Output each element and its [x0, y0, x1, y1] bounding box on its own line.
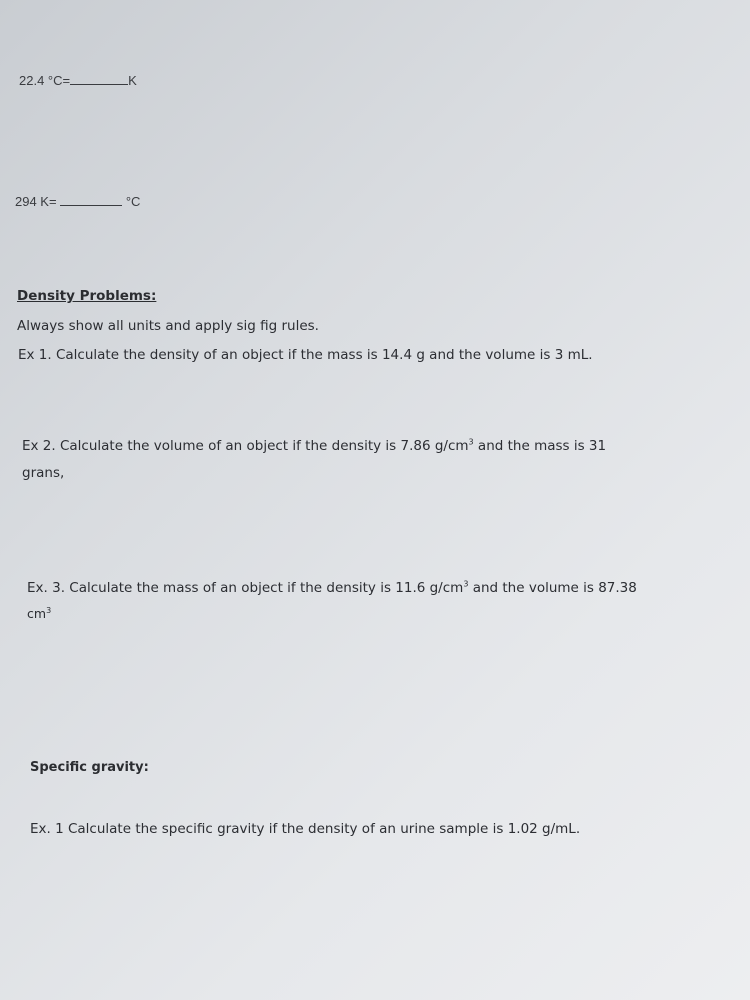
- conversion-prompt: 22.4 °C=: [19, 73, 71, 88]
- conversion-unit: K: [128, 73, 137, 88]
- density-problems-heading: Density Problems:: [17, 288, 157, 304]
- superscript: 3: [463, 579, 469, 589]
- example-text: and the mass is 31: [473, 438, 607, 454]
- example-text: Ex 2. Calculate the volume of an object if the density is 7.86 g/cm: [22, 438, 469, 454]
- example-text: cm: [27, 606, 47, 621]
- density-instruction: Always show all units and apply sig fig rules.: [17, 318, 319, 334]
- conversion-kelvin-to-celsius: [15, 193, 140, 209]
- answer-blank: [60, 193, 122, 206]
- specific-gravity-heading: Specific gravity:: [30, 760, 149, 775]
- superscript: 3: [46, 605, 52, 615]
- conversion-prompt: 294 K=: [15, 194, 57, 209]
- density-example-3-line-2: [27, 606, 51, 621]
- superscript: 3: [468, 437, 474, 447]
- density-example-2-line-1: [22, 438, 606, 454]
- density-example-2-line-2: grans,: [22, 465, 65, 481]
- example-text: and the volume is 87.38: [468, 580, 637, 596]
- specific-gravity-example-1: Ex. 1 Calculate the specific gravity if the density of an urine sample is 1.02 g/mL.: [30, 821, 581, 837]
- conversion-unit: °C: [125, 194, 141, 209]
- example-text: Ex. 3. Calculate the mass of an object if the density is 11.6 g/cm: [27, 580, 464, 596]
- density-example-3-line-1: [27, 580, 637, 596]
- density-example-1: Ex 1. Calculate the density of an object if the mass is 14.4 g and the volume is 3 mL.: [18, 347, 593, 363]
- answer-blank: [70, 72, 128, 85]
- conversion-celsius-to-kelvin: [19, 72, 137, 88]
